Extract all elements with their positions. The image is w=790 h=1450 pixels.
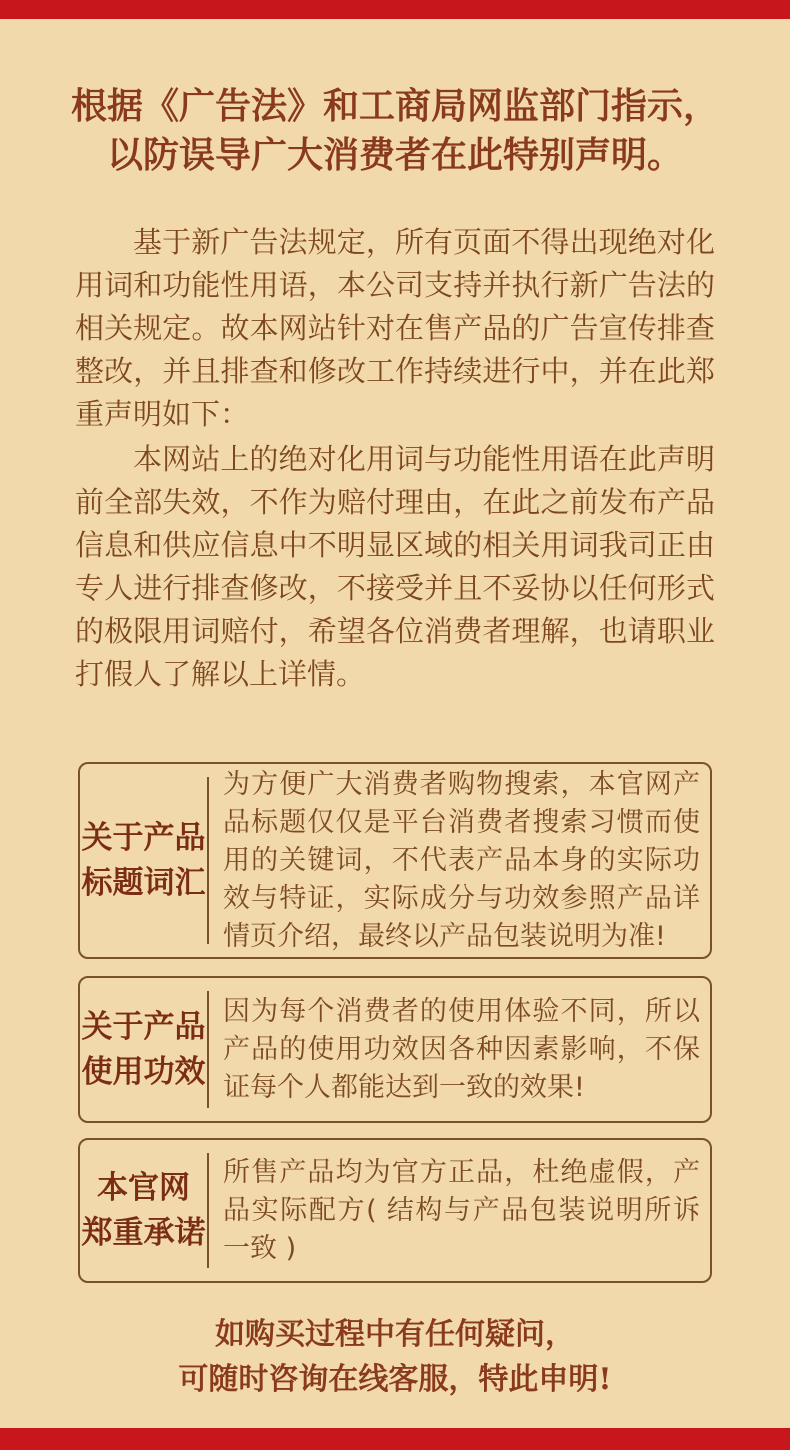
notice-body-container [209, 764, 710, 957]
notice-label-line-2: 使用功效 [81, 1053, 206, 1090]
notice-body-container [209, 1140, 710, 1281]
notice-label-product-title-words [80, 764, 207, 957]
notice-label-line-1: 关于产品 [81, 819, 206, 856]
statement-title [0, 82, 790, 180]
footer-note [0, 1312, 790, 1402]
notice-label-line-2: 郑重承诺 [81, 1214, 206, 1251]
notice-label-product-effect [80, 978, 207, 1121]
intro-paragraph-2: 本网站上的绝对化用词与功能性用语在此声明前全部失效，不作为赔付理由，在此之前发布产品信息和供应信息中不明显区域的相关用词我司正由专人进行排查修改，不接受并且不妥协以任何形式的极限用词赔付，希望各位消费者理解，也请职业打假人了解以上详情。 [75, 442, 715, 691]
notice-body-text: 所售产品均为官方正品，杜绝虚假，产品实际配方( 结构与产品包装说明所诉一致 ) [223, 1156, 700, 1264]
notice-box-product-effect [78, 976, 712, 1123]
notice-label-official-promise [80, 1140, 207, 1281]
notice-box-product-title-words [78, 762, 712, 959]
intro-paragraph-1: 基于新广告法规定，所有页面不得出现绝对化用词和功能性用语，本公司支持并执行新广告法的相关规定。故本网站针对在售产品的广告宣传排查整改，并且排查和修改工作持续进行中，并在此郑重声明如下： [75, 225, 715, 431]
footer-line-1: 如购买过程中有任何疑问， [215, 1317, 575, 1352]
notice-box-official-promise [78, 1138, 712, 1283]
notice-label-line-1: 本官网 [97, 1169, 190, 1206]
notice-body-text: 因为每个消费者的使用体验不同，所以产品的使用功效因各种因素影响，不保证每个人都能达到一致的效果! [223, 995, 700, 1103]
bottom-red-band [0, 1428, 790, 1450]
notice-label-line-2: 标题词汇 [81, 864, 206, 901]
statement-title-line-2: 以防误导广大消费者在此特别声明。 [106, 134, 683, 176]
notice-body-text: 为方便广大消费者购物搜索，本官网产品标题仅仅是平台消费者搜索习惯而使用的关键词，不代表产品本身的实际功效与特证，实际成分与功效参照产品详情页介绍，最终以产品包装说明为准! [223, 768, 700, 952]
notice-label-line-1: 关于产品 [81, 1008, 206, 1045]
statement-title-line-1: 根据《广告法》和工商局网监部门指示， [70, 85, 719, 127]
top-red-band [0, 0, 790, 19]
footer-line-2: 可随时咨询在线客服，特此申明! [178, 1362, 612, 1397]
notice-body-container [209, 978, 710, 1121]
